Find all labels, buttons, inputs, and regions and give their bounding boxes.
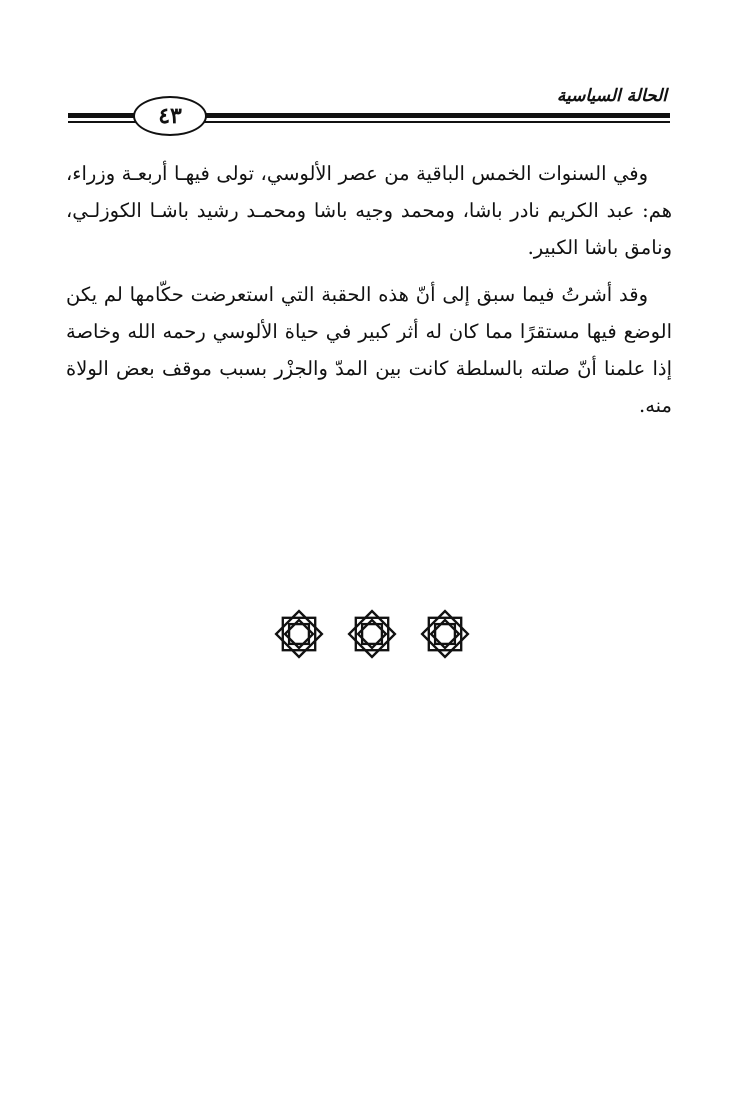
running-title: الحالة السياسية (556, 86, 667, 106)
page-number: ٤٣ (158, 103, 182, 129)
paragraph-1: وفي السنوات الخمس الباقية من عصر الألوسي، تولى فيهـا أربعـة وزراء، هم: عبد الكريم نادر باشا، ومحمد وجيه باشا ومحمـد رشيد باشـا الكوزلـي، ونامق باشا الكبير. (66, 162, 672, 259)
page-number-oval (133, 96, 207, 136)
eight-point-star-icon (418, 607, 472, 661)
eight-point-star-icon (345, 607, 399, 661)
eight-point-star-icon (272, 607, 326, 661)
page-header (0, 0, 743, 140)
paragraph-2: وقد أشرتُ فيما سبق إلى أنّ هذه الحقبة التي استعرضت حكّامها لم يكن الوضع فيها مستقرًا مما كان له أثر كبير في حياة الألوسي رحمه الله وخاصة إذا علمنا أنّ صلته بالسلطة كانت بين المدّ والجزْر بسبب موقف بعض الولاة منه. (66, 283, 672, 417)
section-end-ornament (272, 606, 472, 662)
body-text (66, 155, 672, 434)
